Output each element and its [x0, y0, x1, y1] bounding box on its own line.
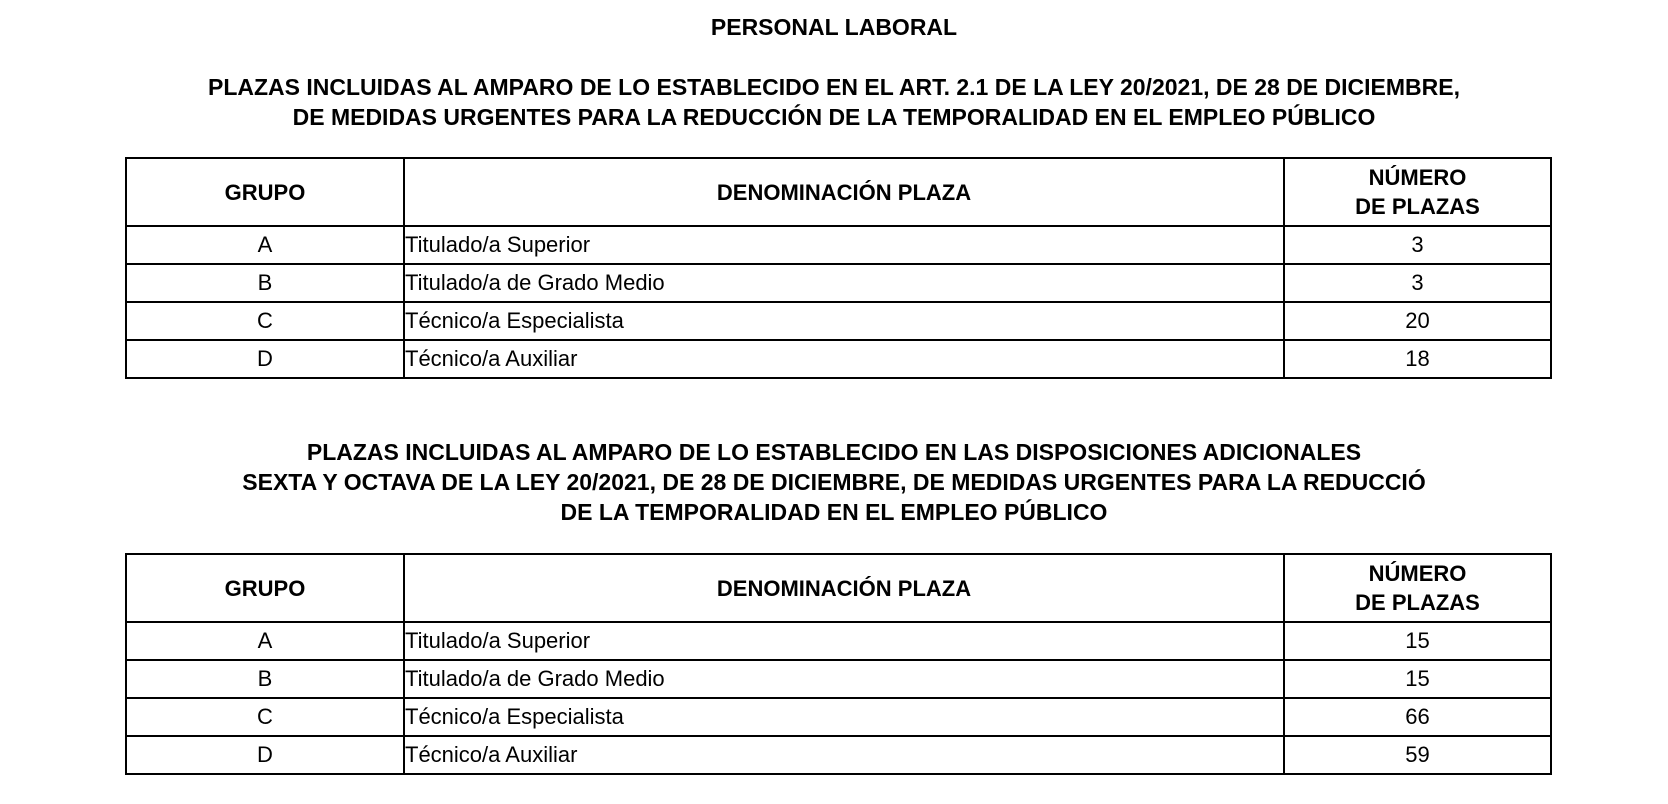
table-row — [126, 226, 1551, 264]
section-2-heading — [0, 437, 1668, 527]
cell-numero: 3 — [1284, 264, 1551, 302]
cell-numero: 3 — [1284, 226, 1551, 264]
section-1-heading-line-2: DE MEDIDAS URGENTES PARA LA REDUCCIÓN DE LA TEMPORALIDAD EN EL EMPLEO PÚBLICO — [292, 104, 1376, 130]
table-row — [126, 302, 1551, 340]
column-header-numero-line-2: DE PLAZAS — [1355, 590, 1480, 615]
section-1-table — [125, 157, 1552, 379]
cell-numero: 15 — [1284, 660, 1551, 698]
cell-denominacion: Técnico/a Auxiliar — [404, 340, 1284, 378]
cell-numero: 15 — [1284, 622, 1551, 660]
cell-grupo: C — [126, 302, 404, 340]
cell-grupo: D — [126, 340, 404, 378]
column-header-numero — [1284, 158, 1551, 226]
section-2-heading-line-2: SEXTA Y OCTAVA DE LA LEY 20/2021, DE 28 DE DICIEMBRE, DE MEDIDAS URGENTES PARA LA REDUCCIÓ — [242, 469, 1426, 495]
cell-grupo: D — [126, 736, 404, 774]
cell-grupo: A — [126, 622, 404, 660]
section-2-table — [125, 553, 1552, 775]
table-row — [126, 660, 1551, 698]
section-1-heading — [0, 72, 1668, 132]
section-1-heading-line-1: PLAZAS INCLUIDAS AL AMPARO DE LO ESTABLECIDO EN EL ART. 2.1 DE LA LEY 20/2021, DE 28 DE DICIEMBRE, — [207, 74, 1460, 100]
cell-grupo: C — [126, 698, 404, 736]
cell-denominacion: Titulado/a Superior — [404, 226, 1284, 264]
page-title — [0, 12, 1668, 42]
column-header-numero-line-1: NÚMERO — [1368, 165, 1467, 190]
table-row — [126, 698, 1551, 736]
column-header-denominacion: DENOMINACIÓN PLAZA — [404, 554, 1284, 622]
cell-grupo: A — [126, 226, 404, 264]
cell-grupo: B — [126, 660, 404, 698]
cell-denominacion: Titulado/a Superior — [404, 622, 1284, 660]
column-header-denominacion: DENOMINACIÓN PLAZA — [404, 158, 1284, 226]
table-row — [126, 736, 1551, 774]
table-header-row — [126, 158, 1551, 226]
section-2-heading-line-3: DE LA TEMPORALIDAD EN EL EMPLEO PÚBLICO — [560, 499, 1108, 525]
column-header-numero-line-1: NÚMERO — [1368, 561, 1467, 586]
section-2-heading-line-1: PLAZAS INCLUIDAS AL AMPARO DE LO ESTABLECIDO EN LAS DISPOSICIONES ADICIONALES — [306, 439, 1362, 465]
cell-numero: 59 — [1284, 736, 1551, 774]
table-row — [126, 264, 1551, 302]
cell-denominacion: Titulado/a de Grado Medio — [404, 264, 1284, 302]
column-header-grupo: GRUPO — [126, 554, 404, 622]
cell-denominacion: Técnico/a Especialista — [404, 302, 1284, 340]
table-row — [126, 622, 1551, 660]
cell-grupo: B — [126, 264, 404, 302]
column-header-numero-line-2: DE PLAZAS — [1355, 194, 1480, 219]
cell-denominacion: Técnico/a Especialista — [404, 698, 1284, 736]
cell-denominacion: Técnico/a Auxiliar — [404, 736, 1284, 774]
cell-numero: 66 — [1284, 698, 1551, 736]
table-row — [126, 340, 1551, 378]
column-header-grupo: GRUPO — [126, 158, 404, 226]
column-header-numero — [1284, 554, 1551, 622]
cell-denominacion: Titulado/a de Grado Medio — [404, 660, 1284, 698]
cell-numero: 20 — [1284, 302, 1551, 340]
page-title-text: PERSONAL LABORAL — [710, 14, 958, 40]
table-header-row — [126, 554, 1551, 622]
cell-numero: 18 — [1284, 340, 1551, 378]
